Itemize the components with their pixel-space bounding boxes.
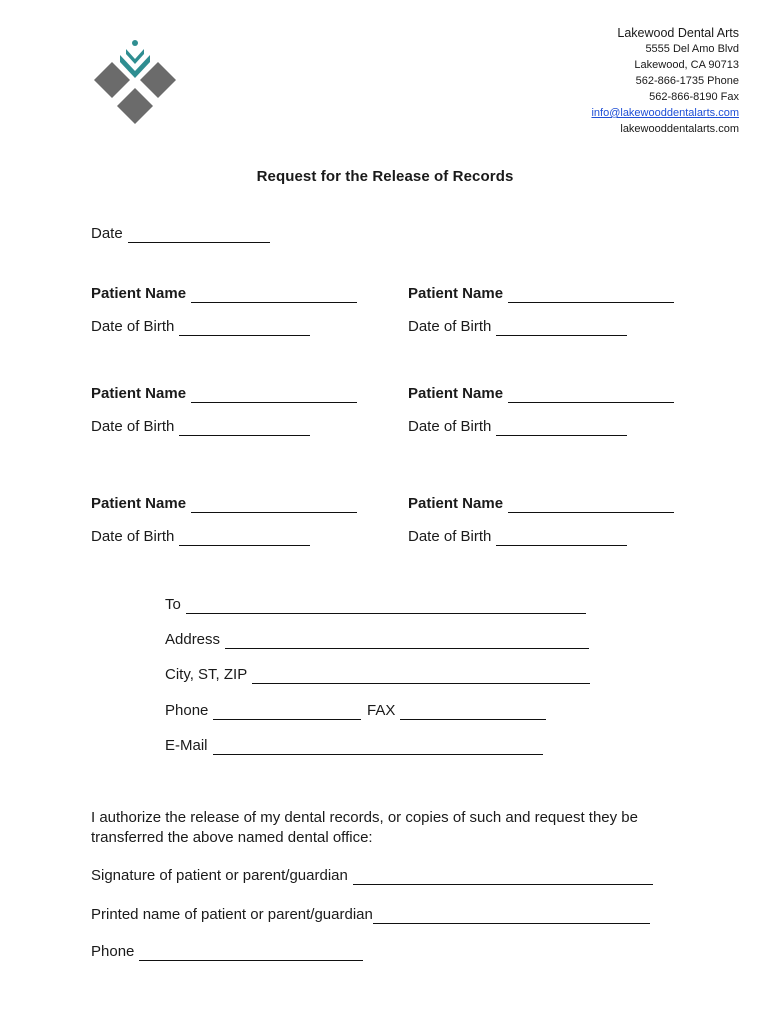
- dob-label: Date of Birth: [91, 318, 175, 335]
- address-label: Address: [165, 631, 221, 648]
- city-st-zip-line[interactable]: [252, 667, 590, 684]
- patient-name-label: Patient Name: [91, 495, 187, 512]
- logo-dot: [132, 40, 138, 46]
- dob-field-6[interactable]: [408, 528, 627, 546]
- dob-line[interactable]: [179, 529, 310, 546]
- patient-name-line[interactable]: [191, 286, 357, 303]
- recipient-fax-field[interactable]: [367, 702, 546, 720]
- logo-chevron-inner: [126, 49, 144, 64]
- logo-diamonds: [94, 40, 176, 124]
- dob-line[interactable]: [179, 419, 310, 436]
- patient-name-field-5[interactable]: [91, 495, 357, 513]
- letterhead: [591, 25, 739, 137]
- practice-phone: 562-866-1735 Phone: [635, 75, 739, 87]
- patient-name-field-6[interactable]: [408, 495, 674, 513]
- address-field[interactable]: [165, 631, 589, 649]
- signature-label: Signature of patient or parent/guardian: [91, 867, 348, 884]
- signature-line[interactable]: [353, 868, 653, 885]
- logo-diamond-right: [140, 62, 176, 98]
- dob-line[interactable]: [496, 419, 627, 436]
- dob-label: Date of Birth: [91, 418, 175, 435]
- patient-phone-label: Phone: [91, 943, 135, 960]
- recipient-phone-label: Phone: [165, 702, 209, 719]
- to-field[interactable]: [165, 596, 586, 614]
- recipient-email-label: E-Mail: [165, 737, 208, 754]
- dob-field-1[interactable]: [91, 318, 310, 336]
- address-line[interactable]: [225, 632, 589, 649]
- patient-name-field-2[interactable]: [408, 285, 674, 303]
- patient-name-label: Patient Name: [408, 285, 504, 302]
- patient-name-label: Patient Name: [408, 495, 504, 512]
- practice-city: Lakewood, CA 90713: [634, 59, 739, 71]
- logo-diamond-bottom: [117, 88, 153, 124]
- to-line[interactable]: [186, 597, 586, 614]
- patient-name-line[interactable]: [191, 386, 357, 403]
- authorization-text: I authorize the release of my dental records, or copies of such and request they be transferred the above named dental office:: [91, 809, 638, 846]
- recipient-phone-line[interactable]: [213, 703, 361, 720]
- patient-name-line[interactable]: [191, 496, 357, 513]
- to-label: To: [165, 596, 181, 613]
- dob-field-3[interactable]: [91, 418, 310, 436]
- patient-phone-line[interactable]: [139, 944, 363, 961]
- dob-field-2[interactable]: [408, 318, 627, 336]
- recipient-fax-line[interactable]: [400, 703, 546, 720]
- recipient-email-field[interactable]: [165, 737, 543, 755]
- dob-field-4[interactable]: [408, 418, 627, 436]
- printed-name-line[interactable]: [373, 907, 650, 924]
- dob-line[interactable]: [496, 529, 627, 546]
- patient-name-label: Patient Name: [91, 285, 187, 302]
- city-st-zip-field[interactable]: [165, 666, 590, 684]
- practice-website: lakewooddentalarts.com: [620, 123, 739, 135]
- dob-label: Date of Birth: [91, 528, 175, 545]
- printed-name-field[interactable]: [91, 906, 650, 924]
- patient-name-label: Patient Name: [91, 385, 187, 402]
- patient-phone-field[interactable]: [91, 943, 363, 961]
- patient-name-field-3[interactable]: [91, 385, 357, 403]
- patient-name-field-1[interactable]: [91, 285, 357, 303]
- practice-fax: 562-866-8190 Fax: [649, 91, 739, 103]
- city-st-zip-label: City, ST, ZIP: [165, 666, 248, 683]
- date-line[interactable]: [128, 226, 270, 243]
- form-title: Request for the Release of Records: [256, 168, 514, 185]
- dob-field-5[interactable]: [91, 528, 310, 546]
- patient-name-line[interactable]: [508, 496, 674, 513]
- practice-name: Lakewood Dental Arts: [617, 26, 739, 40]
- date-field[interactable]: [91, 225, 270, 243]
- recipient-email-line[interactable]: [213, 738, 543, 755]
- practice-address: 5555 Del Amo Blvd: [645, 43, 739, 55]
- dob-label: Date of Birth: [408, 318, 492, 335]
- dob-label: Date of Birth: [408, 528, 492, 545]
- logo-diamond-left: [94, 62, 130, 98]
- recipient-fax-label: FAX: [367, 702, 396, 719]
- printed-name-label: Printed name of patient or parent/guardian: [91, 906, 373, 923]
- patient-name-line[interactable]: [508, 386, 674, 403]
- dob-line[interactable]: [179, 319, 310, 336]
- date-label: Date: [91, 225, 123, 242]
- recipient-phone-field[interactable]: [165, 702, 361, 720]
- patient-name-line[interactable]: [508, 286, 674, 303]
- patient-name-label: Patient Name: [408, 385, 504, 402]
- lakewood-dental-logo: [92, 38, 178, 128]
- signature-field[interactable]: [91, 867, 653, 885]
- dob-label: Date of Birth: [408, 418, 492, 435]
- patient-name-field-4[interactable]: [408, 385, 674, 403]
- practice-email-link[interactable]: info@lakewooddentalarts.com: [591, 107, 739, 119]
- dob-line[interactable]: [496, 319, 627, 336]
